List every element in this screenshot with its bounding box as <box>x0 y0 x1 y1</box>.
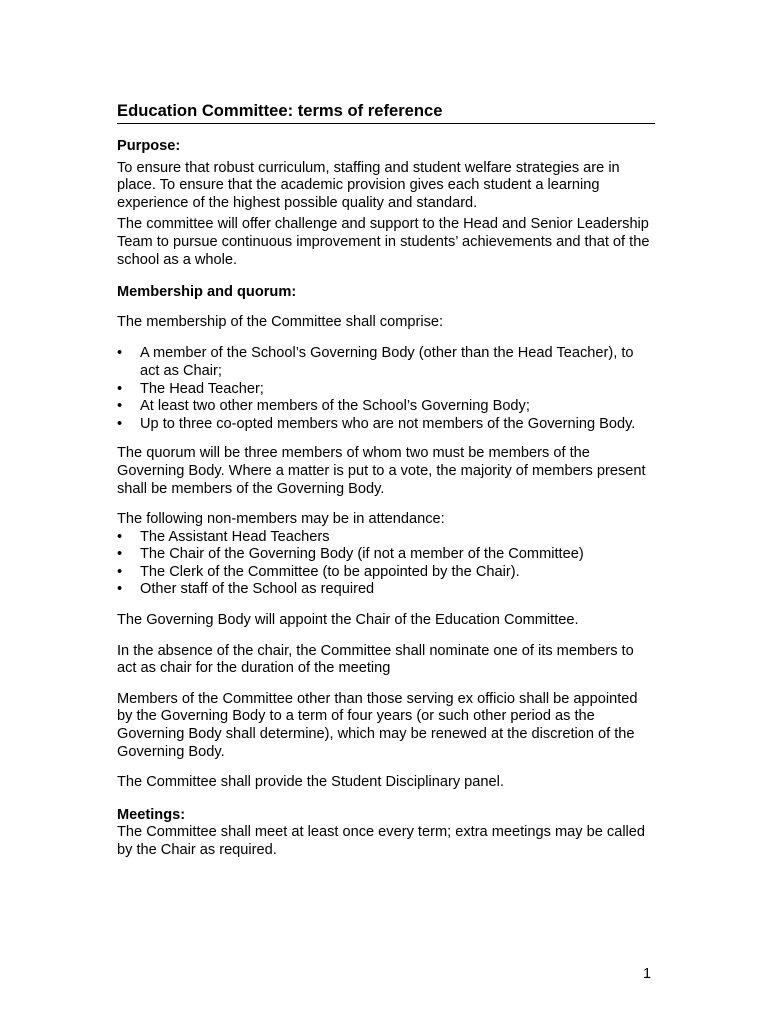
disciplinary-paragraph: The Committee shall provide the Student Disciplinary panel. <box>117 774 504 791</box>
page-number: 1 <box>643 966 652 982</box>
list-item-text: The Chair of the Governing Body (if not a member of the Committee) <box>140 546 584 563</box>
document-title: Education Committee: terms of reference <box>117 101 655 124</box>
bullet-icon: • <box>117 528 123 545</box>
list-item-text: The Clerk of the Committee (to be appointed by the Chair). <box>140 563 520 580</box>
quorum-paragraph: The quorum will be three members of whom two must be members of the Governing Body. Where a matter is put to a vote, the majority of members present shall be members of the Governing Body. <box>117 445 646 497</box>
attendees-list <box>117 529 655 599</box>
purpose-heading: Purpose: <box>117 138 181 154</box>
attendance-intro: The following non-members may be in attendance: <box>117 511 445 528</box>
chair-absence-paragraph: In the absence of the chair, the Committee shall nominate one of its members to act as chair for the duration of the meeting <box>117 642 634 677</box>
bullet-icon: • <box>117 398 123 415</box>
purpose-paragraph: To ensure that robust curriculum, staffing and student welfare strategies are in place. To ensure that the academic provision gives each student a learning experience of the highest possible quality and standard. <box>117 159 620 211</box>
membership-intro: The membership of the Committee shall comprise: <box>117 313 444 330</box>
members-list <box>117 345 655 433</box>
bullet-icon: • <box>117 345 123 362</box>
list-item <box>117 381 655 399</box>
document-page <box>117 101 655 860</box>
list-item-text: Up to three co-opted members who are not members of the Governing Body. <box>140 415 636 432</box>
list-item-text: A member of the School’s Governing Body (other than the Head Teacher), to act as Chair; <box>140 345 634 379</box>
meetings-paragraph: The Committee shall meet at least once every term; extra meetings may be called by the Chair as required. <box>117 824 646 858</box>
bullet-icon: • <box>117 563 123 580</box>
list-item <box>117 416 655 434</box>
bullet-icon: • <box>117 415 123 432</box>
membership-heading: Membership and quorum: <box>117 284 297 301</box>
terms-paragraph: Members of the Committee other than those serving ex officio shall be appointed by the Governing Body to a term of four years (or such other period as the Governing Body shall determine), which may be renewed at the discretion of the Governing Body. <box>117 690 638 760</box>
list-item <box>117 345 655 380</box>
list-item-text: Other staff of the School as required <box>140 581 375 598</box>
bullet-icon: • <box>117 380 123 397</box>
bullet-icon: • <box>117 581 123 598</box>
purpose-paragraph: The committee will offer challenge and support to the Head and Senior Leadership Team to pursue continuous improvement in students’ achievements and that of the school as a whole. <box>117 216 650 268</box>
list-item-text: At least two other members of the School’s Governing Body; <box>140 398 530 415</box>
list-item <box>117 529 655 547</box>
list-item-text: The Head Teacher; <box>140 380 264 397</box>
chair-appointment-paragraph: The Governing Body will appoint the Chair of the Education Committee. <box>117 612 579 629</box>
list-item <box>117 581 655 599</box>
list-item <box>117 564 655 582</box>
list-item <box>117 546 655 564</box>
list-item <box>117 398 655 416</box>
list-item-text: The Assistant Head Teachers <box>140 528 330 545</box>
bullet-icon: • <box>117 546 123 563</box>
meetings-heading: Meetings: <box>117 806 186 823</box>
